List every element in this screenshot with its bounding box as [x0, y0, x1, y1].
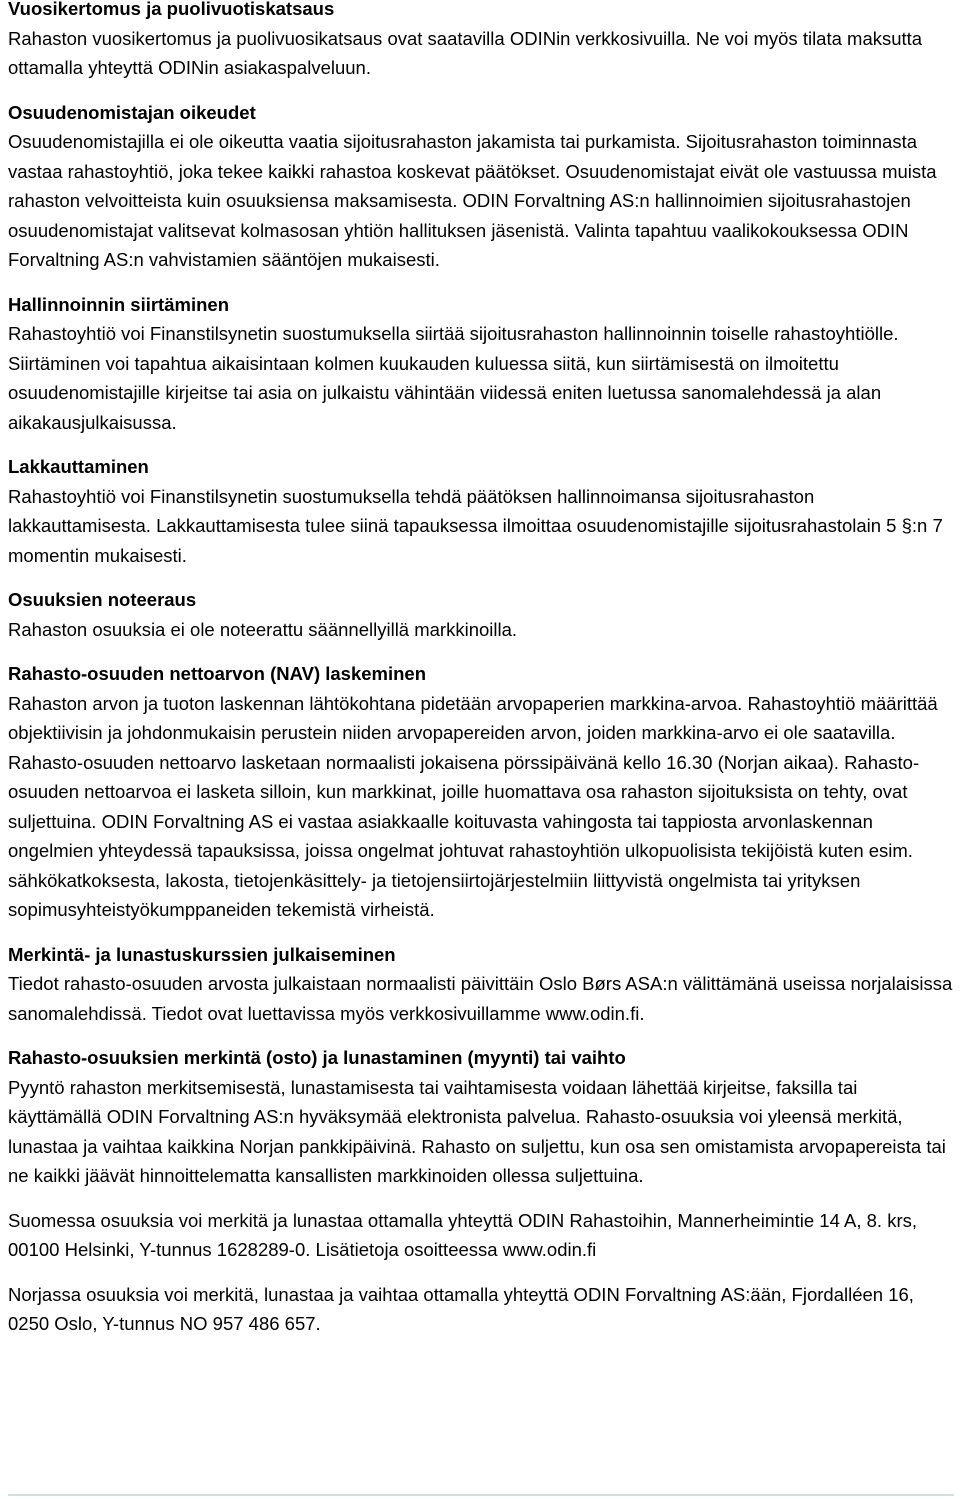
section-subscription-redemption	[8, 1043, 954, 1339]
section-listing	[8, 585, 954, 644]
section-unitholder-rights	[8, 98, 954, 275]
section-heading: Rahasto-osuuksien merkintä (osto) ja lunastaminen (myynti) tai vaihto	[8, 1047, 626, 1068]
section-paragraph: Norjassa osuuksia voi merkitä, lunastaa ja vaihtaa ottamalla yhteyttä ODIN Forvaltning AS:ään, Fjordalléen 16, 0250 Oslo, Y-tunnus NO 957 486 657.	[8, 1283, 914, 1334]
section-heading: Osuudenomistajan oikeudet	[8, 101, 256, 123]
section-paragraph: Suomessa osuuksia voi merkitä ja lunastaa ottamalla yhteyttä ODIN Rahastoihin, Mannerheimintie 14 A, 8. krs, 00100 Helsinki, Y-tunnus 1628289-0. Lisätietoja osoitteessa www.odin.fi	[8, 1209, 917, 1260]
section-price-publication	[8, 940, 954, 1029]
section-paragraph: Rahastoyhtiö voi Finanstilsynetin suostumuksella siirtää sijoitusrahaston hallinnoinnin toiselle rahastoyhtiölle. Siirtäminen voi tapahtua aikaisintaan kolmen kuukauden kuluessa siitä, kun siirtämisestä on ilmoitettu osuudenomistajille kirjeitse tai asia on julkaistu vähintään viidessä eniten luetussa sanomalehdessä ja alan aikakausjulkaisussa.	[8, 323, 899, 433]
section-termination	[8, 452, 954, 570]
section-heading: Lakkauttaminen	[8, 456, 149, 477]
page-bottom-divider	[8, 1494, 954, 1496]
section-paragraph: Rahaston vuosikertomus ja puolivuosikatsaus ovat saatavilla ODINin verkkosivuilla. Ne voi myös tilata maksutta ottamalla yhteyttä ODINin asiakaspalveluun.	[8, 27, 923, 78]
section-paragraph: Tiedot rahasto-osuuden arvosta julkaistaan normaalisti päivittäin Oslo Børs ASA:n välittämänä useissa norjalaisissa sanomalehdissä. Tiedot ovat luettavissa myös verkkosivuillamme www.odin.fi.	[8, 973, 953, 1024]
section-paragraph: Pyyntö rahaston merkitsemisestä, lunastamisesta tai vaihtamisesta voidaan lähettää kirjeitse, faksilla tai käyttämällä ODIN Forvaltning AS:n hyväksymää elektronista palvelua. Rahasto-osuuksia voi yleensä merkitä, lunastaa ja vaihtaa kaikkina Norjan pankkipäivinä. Rahasto on suljettu, kun osa sen omistamista arvopapereista tai ne kaikki jäävät hinnoittelematta kansallisten markkinoiden ollessa suljettuina.	[8, 1076, 946, 1186]
section-heading: Vuosikertomus ja puolivuotiskatsaus	[8, 0, 335, 19]
section-management-transfer	[8, 290, 954, 438]
document-page	[8, 0, 954, 1354]
section-paragraph: Osuudenomistajilla ei ole oikeutta vaatia sijoitusrahaston jakamista tai purkamista. Sijoitusrahaston toiminnasta vastaa rahastoyhtiö, joka tekee kaikki rahastoa koskevat päätökset. Osuudenomistajat eivät ole vastuussa muista rahaston velvoitteista kuin osuuksiensa maksamisesta. ODIN Forvaltning AS:n hallinnoimien sijoitusrahastojen osuudenomistajat valitsevat kolmasosan yhtiön hallituksen jäsenistä. Valinta tapahtuu vaalikokouksessa ODIN Forvaltning AS:n vahvistamien sääntöjen mukaisesti.	[8, 131, 937, 270]
section-nav-calculation	[8, 659, 954, 925]
section-heading: Hallinnoinnin siirtäminen	[8, 293, 229, 315]
section-annual-report	[8, 0, 954, 83]
section-paragraph: Rahastoyhtiö voi Finanstilsynetin suostumuksella tehdä päätöksen hallinnoimansa sijoitusrahaston lakkauttamisesta. Lakkauttamisesta tulee siinä tapauksessa ilmoittaa osuudenomistajille sijoitusrahastolain 5 §:n 7 momentin mukaisesti.	[8, 485, 943, 566]
section-heading: Merkintä- ja lunastuskurssien julkaiseminen	[8, 943, 396, 965]
section-heading: Osuuksien noteeraus	[8, 589, 197, 610]
section-heading: Rahasto-osuuden nettoarvon (NAV) laskeminen	[8, 663, 427, 684]
section-paragraph: Rahaston osuuksia ei ole noteerattu säännellyillä markkinoilla.	[8, 618, 518, 640]
section-paragraph: Rahaston arvon ja tuoton laskennan lähtökohtana pidetään arvopaperien markkina-arvoa. Rahastoyhtiö määrittää objektiivisin ja johdonmukaisin perustein niiden arvopapereiden arvon, joiden markkina-arvo ei ole saatavilla. Rahasto-osuuden nettoarvo lasketaan normaalisti jokaisena pörssipäivänä kello 16.30 (Norjan aikaa). Rahasto-osuuden nettoarvoa ei lasketa silloin, kun markkinat, joille huomattava osa rahaston sijoituksista on tehty, ovat suljettuina. ODIN Forvaltning AS ei vastaa asiakkaalle koituvasta vahingosta tai tappiosta arvonlaskennan ongelmien yhteydessä tapauksissa, joissa ongelmat johtuvat rahastoyhtiön ulkopuolisista tekijöistä kuten esim. sähkökatkoksesta, lakosta, tietojenkäsittely- ja tietojensiirtojärjestelmiin liittyvistä ongelmista tai yrityksen sopimusyhteistyökumppaneiden tekemistä virheistä.	[8, 692, 938, 920]
